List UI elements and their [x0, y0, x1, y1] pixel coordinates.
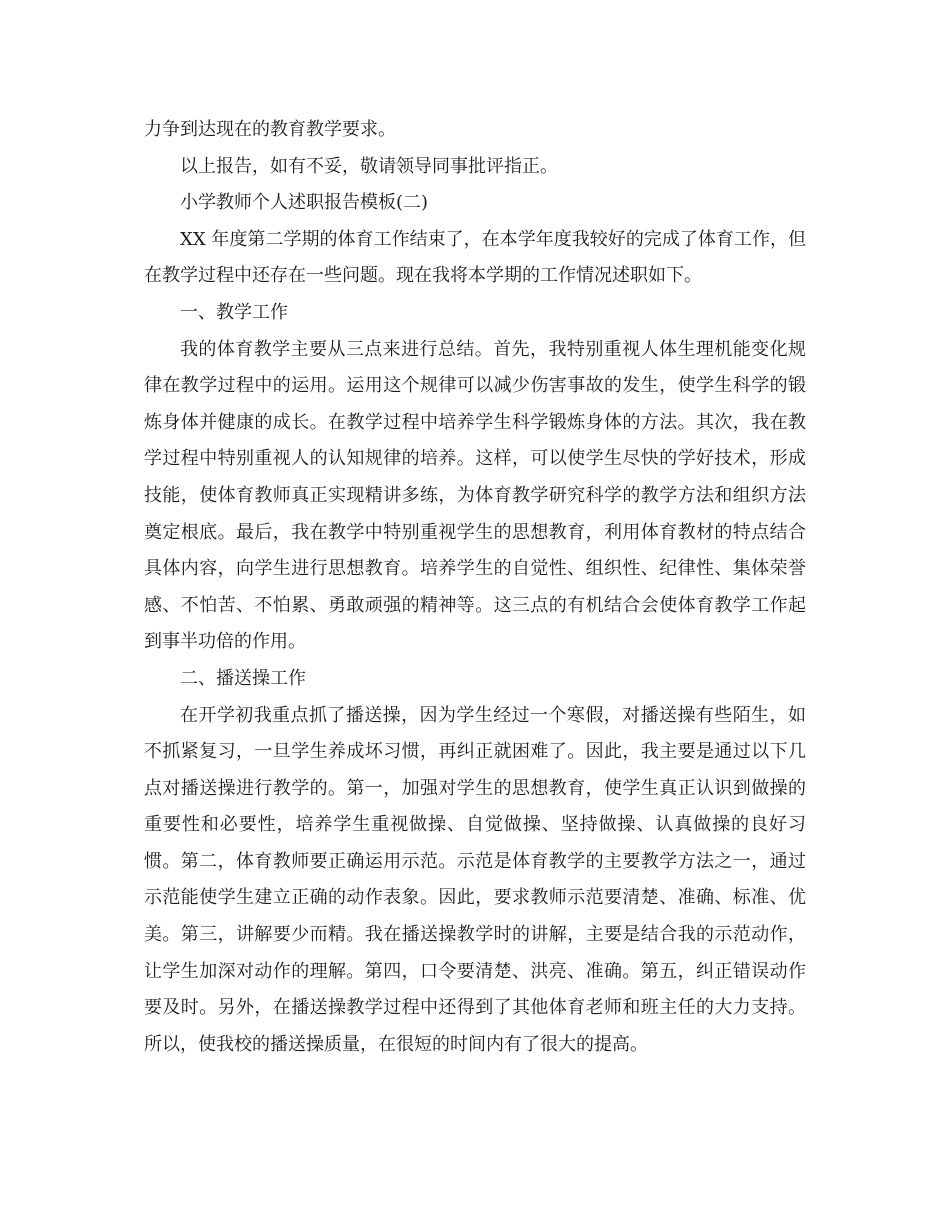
paragraph-intro: XX 年度第二学期的体育工作结束了，在本学年度我较好的完成了体育工作，但在教学过程中还存在一些问题。现在我将本学期的工作情况述职如下。	[144, 228, 806, 287]
document-body	[144, 112, 806, 1063]
paragraph-closing: 以上报告，如有不妥，敬请领导同事批评指正。	[180, 155, 558, 177]
paragraph-broadcast-exercise: 在开学初我重点抓了播送操，因为学生经过一个寒假，对播送操有些陌生，如不抓紧复习，一旦学生养成坏习惯，再纠正就困难了。因此，我主要是通过以下几点对播送操进行教学的。第一，加强对学生的思想教育，使学生真正认识到做操的重要性和必要性，培养学生重视做操、自觉做操、坚持做操、认真做操的良好习惯。第二，体育教师要正确运用示范。示范是体育教学的主要教学方法之一，通过示范能使学生建立正确的动作表象。因此，要求教师示范要清楚、准确、标准、优美。第三，讲解要少而精。我在播送操教学时的讲解，主要是结合我的示范动作，让学生加深对动作的理解。第四，口令要清楚、洪亮、准确。第五，纠正错误动作要及时。另外，在播送操教学过程中还得到了其他体育老师和班主任的大力支持。所以，使我校的播送操质量，在很短的时间内有了很大的提高。	[144, 704, 806, 1055]
heading-broadcast-exercise: 二、播送操工作	[180, 667, 306, 689]
heading-teaching-work: 一、教学工作	[180, 301, 288, 323]
section-title: 小学教师个人述职报告模板(二)	[180, 192, 429, 214]
paragraph-teaching-work: 我的体育教学主要从三点来进行总结。首先，我特别重视人体生理机能变化规律在教学过程中的运用。运用这个规律可以减少伤害事故的发生，使学生科学的锻炼身体并健康的成长。在教学过程中培养学生科学锻炼身体的方法。其次，我在教学过程中特别重视人的认知规律的培养。这样，可以使学生尽快的学好技术，形成技能，使体育教师真正实现精讲多练，为体育教学研究科学的教学方法和组织方法奠定根底。最后，我在教学中特别重视学生的思想教育，利用体育教材的特点结合具体内容，向学生进行思想教育。培养学生的自觉性、组织性、纪律性、集体荣誉感、不怕苦、不怕累、勇敢顽强的精神等。这三点的有机结合会使体育教学工作起到事半功倍的作用。	[144, 338, 806, 653]
paragraph-continuation: 力争到达现在的教育教学要求。	[144, 119, 396, 140]
